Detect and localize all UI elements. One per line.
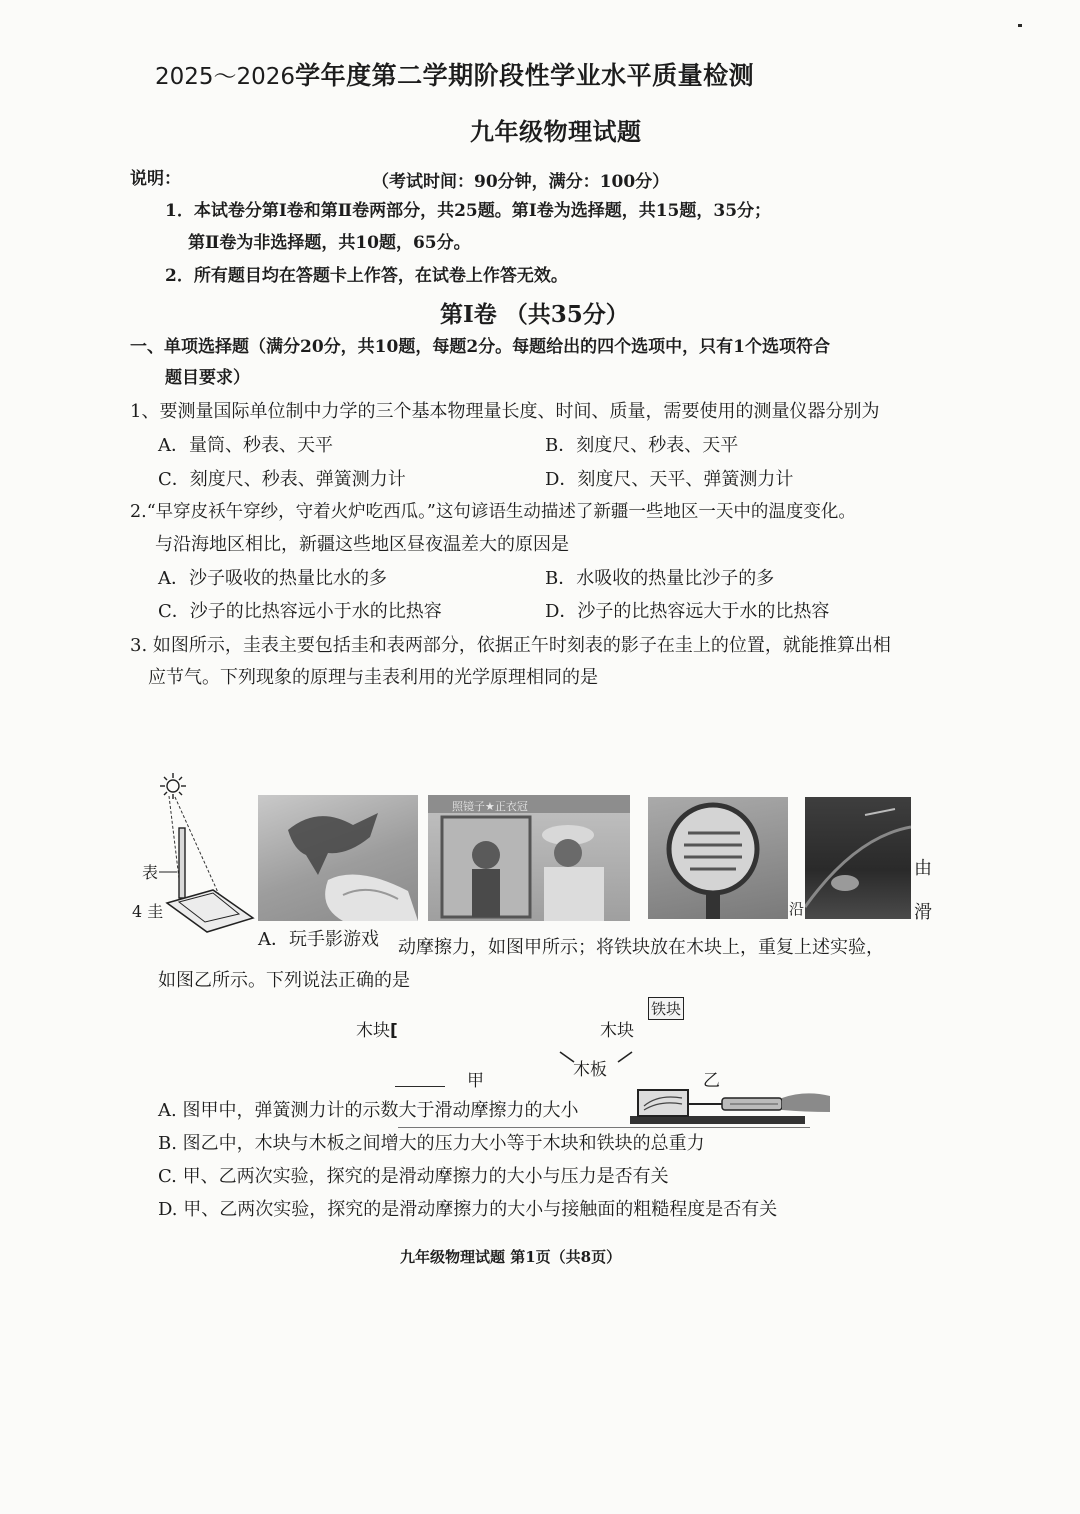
- label-jia: 甲: [467, 1071, 484, 1091]
- photo-hand-shadow: [258, 795, 418, 921]
- scan-line-2: [398, 1127, 810, 1128]
- q4-option-c: C. 甲、乙两次实验，探究的是滑动摩擦力的大小与压力是否有关: [158, 1166, 669, 1187]
- q4-option-a: A. 图甲中，弹簧测力计的示数大于滑动摩擦力的大小: [158, 1100, 579, 1121]
- q1-option-d: D．刻度尺、天平、弹簧测力计: [545, 469, 794, 490]
- note-item-1-line-1: 1．本试卷分第Ⅰ卷和第Ⅱ卷两部分，共25题。第Ⅰ卷为选择题，共15题，35分；: [165, 201, 772, 221]
- q2-option-d: D．沙子的比热容远大于水的比热容: [545, 601, 830, 622]
- photo-caption-a: A．玩手影游戏: [258, 925, 379, 951]
- gnomon-label-biao: 表: [142, 863, 159, 882]
- q4-option-b: B. 图乙中，木块与木板之间增大的压力大小等于木块和铁块的总重力: [158, 1133, 705, 1154]
- scan-speck: [1018, 24, 1022, 27]
- exam-info: （考试时间：90分钟，满分：100分）: [372, 172, 670, 192]
- label-wood-block-left-text: 木块: [356, 1021, 390, 1041]
- photo-mirror: [428, 795, 630, 921]
- label-wood-block-right: 木块: [600, 1021, 634, 1041]
- q1-option-b: B．刻度尺、秒表、天平: [545, 435, 739, 456]
- q3-stem-line-2: 应节气。下列现象的原理与圭表利用的光学原理相同的是: [148, 667, 598, 688]
- photo-magnifier: [648, 797, 788, 919]
- q1-option-a: A．量筒、秒表、天平: [158, 435, 333, 456]
- page-edge-char-3: 沿: [789, 900, 805, 918]
- friction-apparatus: [630, 1086, 835, 1130]
- exam-title-text: 学年度第二学期阶段性学业水平质量检测: [295, 61, 755, 90]
- page-edge-char-2: 滑: [914, 902, 932, 923]
- q2-option-c: C．沙子的比热容远小于水的比热容: [158, 601, 442, 622]
- q2-stem-line-2: 与沿海地区相比，新疆这些地区昼夜温差大的原因是: [155, 534, 569, 555]
- notes-label: 说明：: [130, 169, 181, 189]
- exam-subtitle: 九年级物理试题: [470, 117, 642, 146]
- q2-option-a: A．沙子吸收的热量比水的多: [158, 568, 387, 589]
- part1-instructions-line-2: 题目要求）: [165, 368, 250, 388]
- q4-option-d: D. 甲、乙两次实验，探究的是滑动摩擦力的大小与接触面的粗糙程度是否有关: [158, 1199, 778, 1220]
- note-item-1-line-2: 第Ⅱ卷为非选择题，共10题，65分。: [188, 233, 471, 253]
- sun-icon: [160, 773, 186, 799]
- scan-line: [395, 1086, 445, 1087]
- sign-text: 照镜子★正衣冠: [452, 800, 528, 813]
- note-item-2: 2．所有题目均在答题卡上作答，在试卷上作答无效。: [165, 266, 568, 286]
- exam-title: [155, 56, 754, 92]
- label-wood-block-left: 木块[: [356, 1021, 398, 1041]
- q2-option-b: B．水吸收的热量比沙子的多: [545, 568, 775, 589]
- q1-option-c: C．刻度尺、秒表、弹簧测力计: [158, 469, 406, 490]
- page-footer: 九年级物理试题 第1页（共8页）: [400, 1248, 622, 1266]
- q4-stem-line-1-tail: 动摩擦力，如图甲所示；将铁块放在木块上，重复上述实验，: [398, 937, 884, 958]
- label-wood-board: 木板: [573, 1060, 607, 1080]
- q3-stem-line-1: 3. 如图所示，圭表主要包括圭和表两部分，依据正午时刻表的影子在圭上的位置，就能推算出相: [130, 635, 891, 656]
- label-yi: 乙: [703, 1071, 720, 1091]
- q4-stem-line-2: 如图乙所示。下列说法正确的是: [158, 970, 410, 991]
- q1-stem: 1、要测量国际单位制中力学的三个基本物理量长度、时间、质量，需要使用的测量仪器分别为: [130, 401, 880, 422]
- q2-stem-line-1: 2.“早穿皮袄午穿纱，守着火炉吃西瓜。”这句谚语生动描述了新疆一些地区一天中的温度变化。: [130, 502, 856, 522]
- exam-year: 2025～2026: [155, 64, 296, 90]
- page-edge-char-1: 由: [914, 858, 932, 879]
- photo-dark-scene: [805, 797, 911, 919]
- gnomon-label-gui: 4 圭: [132, 902, 164, 921]
- part1-instructions-line-1: 一、单项选择题（满分20分，共10题，每题2分。每题给出的四个选项中，只有1个选项符合: [130, 337, 830, 357]
- section-title: 第Ⅰ卷 （共35分）: [440, 301, 629, 328]
- label-iron-block: 铁块: [648, 997, 684, 1020]
